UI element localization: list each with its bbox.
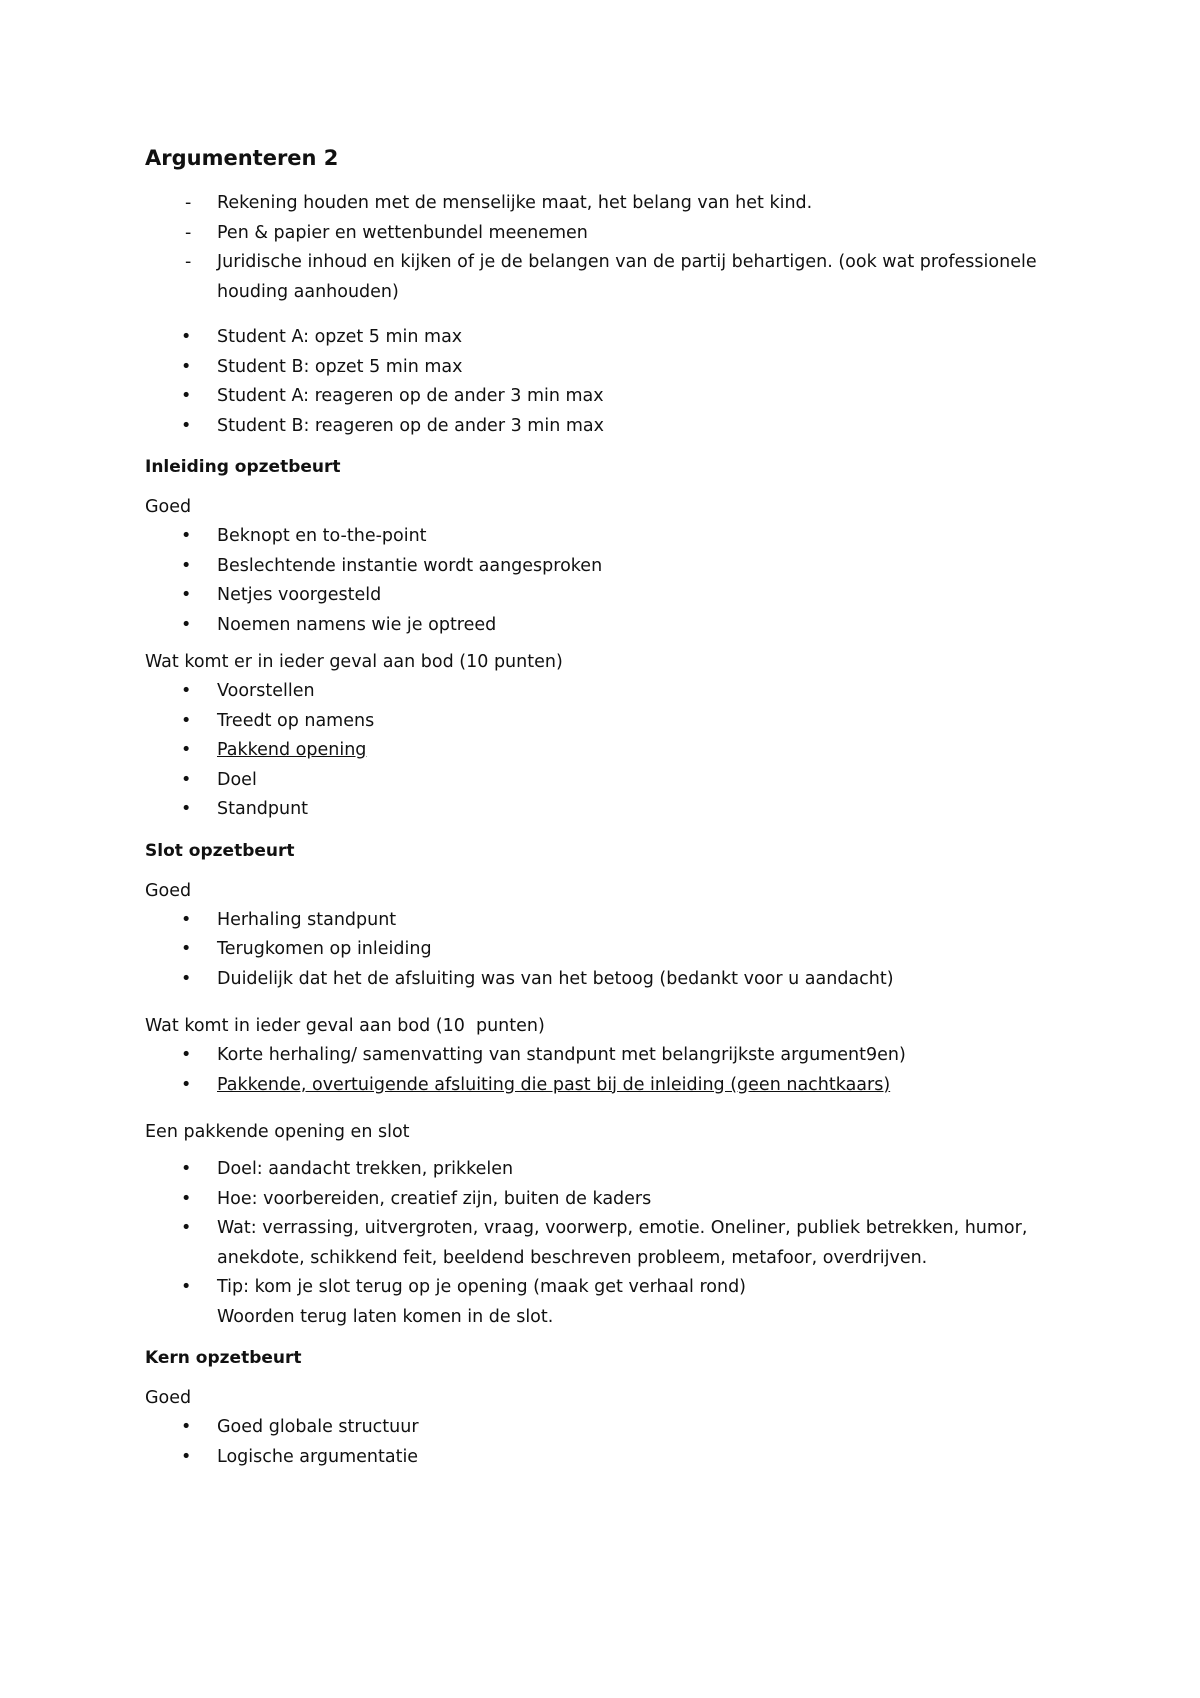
list-item: • Student A: reageren op de ander 3 min max (145, 382, 1085, 412)
intro-list (145, 189, 1085, 307)
list-item: • Logische argumentatie (145, 1443, 1085, 1473)
list-item: • Student A: opzet 5 min max (145, 323, 1085, 353)
bullet-icon: • (181, 710, 192, 731)
goed-label: Goed (145, 1388, 192, 1408)
bullet-icon: • (181, 1277, 192, 1297)
bullet-icon: • (181, 386, 192, 406)
opening-slot-list (145, 1155, 1085, 1332)
list-item: • Korte herhaling/ samenvatting van standpunt met belangrijkste argument9en) (145, 1041, 1085, 1071)
list-item: • Standpunt (145, 795, 1085, 825)
list-item: - Rekening houden met de menselijke maat, het belang van het kind. (145, 189, 1085, 219)
list-item: • Student B: reageren op de ander 3 min max (145, 412, 1085, 442)
bullet-icon: • (181, 1159, 192, 1179)
dash-marker: - (185, 252, 192, 272)
bullet-icon: • (181, 555, 192, 576)
list-item: • Noemen namens wie je optreed (145, 611, 1085, 641)
list-item: • Herhaling standpunt (145, 906, 1085, 936)
list-item: • Pakkende, overtuigende afsluiting die past bij de inleiding (geen nachtkaars) (145, 1071, 1085, 1101)
inleiding-goed-list (145, 522, 1085, 640)
list-item: • Doel (145, 766, 1085, 796)
list-item: - Pen & papier en wettenbundel meenemen (145, 219, 1085, 249)
list-item: • Voorstellen (145, 677, 1085, 707)
list-item: • Beknopt en to-the-point (145, 522, 1085, 552)
bullet-icon: • (181, 614, 192, 635)
bullet-icon: • (181, 740, 192, 760)
bullet-icon: • (181, 1074, 192, 1095)
list-item: • Terugkomen op inleiding (145, 935, 1085, 965)
list-item: • Pakkend opening (145, 736, 1085, 766)
goed-label: Goed (145, 497, 192, 517)
dash-marker: - (185, 193, 192, 213)
inleiding-komt-list (145, 677, 1085, 825)
bullet-icon: • (181, 415, 192, 436)
kern-goed-list (145, 1413, 1085, 1472)
komt-label: Wat komt in ieder geval aan bod (10 punten) (145, 1016, 545, 1036)
bullet-icon: • (181, 1417, 192, 1437)
list-item: • Student B: opzet 5 min max (145, 353, 1085, 383)
bullet-icon: • (181, 799, 192, 819)
list-item: - Juridische inhoud en kijken of je de belangen van de partij behartigen. (ook wat professionele houding aanhouden) (145, 248, 1085, 307)
bullet-icon: • (181, 327, 192, 347)
bullet-icon: • (181, 1188, 192, 1209)
slot-goed-list (145, 906, 1085, 995)
bullet-icon: • (181, 1446, 192, 1467)
list-item: • Doel: aandacht trekken, prikkelen (145, 1155, 1085, 1185)
bullet-icon: • (181, 681, 192, 701)
goed-label: Goed (145, 880, 192, 901)
bullet-icon: • (181, 585, 192, 605)
opening-slot-label: Een pakkende opening en slot (145, 1122, 410, 1142)
list-item: • Goed globale structuur (145, 1413, 1085, 1443)
section-heading-kern: Kern opzetbeurt (145, 1348, 302, 1368)
bullet-icon: • (181, 526, 192, 546)
list-item: • Tip: kom je slot terug op je opening (maak get verhaal rond) Woorden terug laten komen in de slot. (145, 1273, 1085, 1332)
list-item: • Hoe: voorbereiden, creatief zijn, buiten de kaders (145, 1185, 1085, 1215)
list-item: • Beslechtende instantie wordt aangesproken (145, 552, 1085, 582)
section-heading-inleiding: Inleiding opzetbeurt (145, 457, 341, 477)
document-title: Argumenteren 2 (145, 146, 339, 170)
bullet-icon: • (181, 939, 192, 959)
komt-label: Wat komt er in ieder geval aan bod (10 punten) (145, 652, 563, 672)
document-content (145, 143, 1085, 1472)
bullet-icon: • (181, 909, 192, 930)
bullet-icon: • (181, 968, 192, 989)
bullet-icon: • (181, 356, 192, 377)
dash-marker: - (185, 222, 192, 243)
list-item: • Duidelijk dat het de afsluiting was van het betoog (bedankt voor u aandacht) (145, 965, 1085, 995)
bullet-icon: • (181, 769, 192, 790)
slot-komt-list (145, 1041, 1085, 1100)
bullet-icon: • (181, 1218, 192, 1238)
bullet-icon: • (181, 1045, 192, 1065)
section-heading-slot: Slot opzetbeurt (145, 840, 295, 861)
list-item: • Treedt op namens (145, 707, 1085, 737)
schedule-list (145, 323, 1085, 441)
list-item: • Netjes voorgesteld (145, 581, 1085, 611)
list-item: • Wat: verrassing, uitvergroten, vraag, voorwerp, emotie. Oneliner, publiek betrekken, humor, anekdote, schikkend feit, beeldend beschreven probleem, metafoor, overdrijven. (145, 1214, 1085, 1273)
